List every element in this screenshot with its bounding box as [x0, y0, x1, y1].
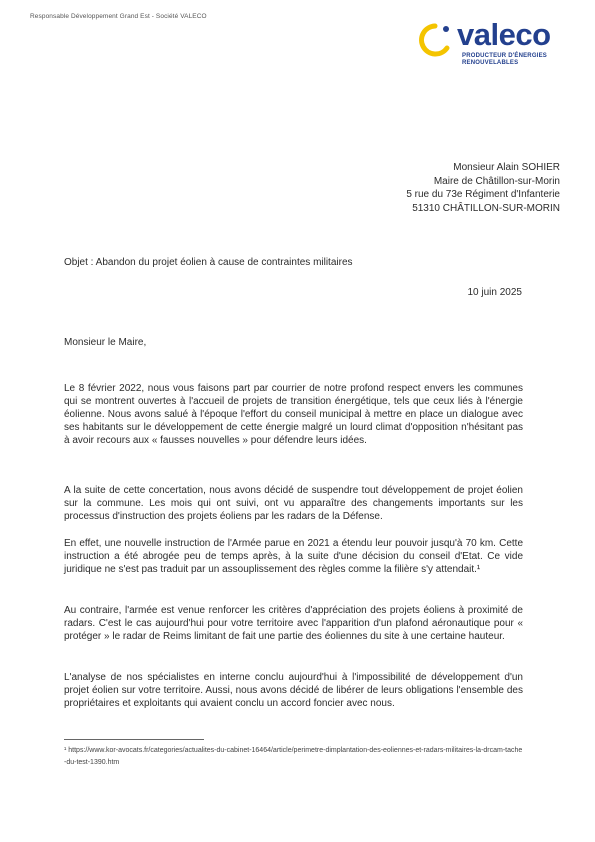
valeco-logo	[413, 16, 573, 76]
logo-tagline	[462, 53, 547, 67]
letter-date: 10 juin 2025	[467, 287, 522, 298]
letter-subject: Objet : Abandon du projet éolien à cause de contraintes militaires	[64, 257, 353, 268]
logo-tagline-line-2: RENOUVELABLES	[462, 60, 519, 66]
body-paragraph-3: En effet, une nouvelle instruction de l'Armée parue en 2021 a étendu leur pouvoir jusqu'à 70 km. Cette instruction a été abrogée peu de temps après, à la suite d'une décision du conseil d'Etat. Ce vide juridique ne s'est pas traduit par un assouplissement des règles comme la filière s'y attendait.¹	[64, 538, 523, 576]
footnote: ¹ https://www.kor-avocats.fr/categories/actualites-du-cabinet-16464/article/perimetre-dimplantation-des-eoliennes-et-radars-militaires-la-drcam-tache-du-test-1390.htm	[64, 747, 523, 766]
body-paragraph-1: Le 8 février 2022, nous vous faisons part par courrier de notre profond respect envers les communes qui se montrent ouvertes à l'accueil de projets de transition énergétique, tels que ceux liés à l'énergie éolienne. Nous avons salué à l'époque l'effort du conseil municipal à mettre en place un dialogue avec ses habitants sur le développement de cette énergie malgré un lourd climat d'opposition n'hésitant pas à avoir recours aux « fausses nouvelles » pour défendre leurs idées.	[64, 383, 523, 447]
body-paragraph-2: A la suite de cette concertation, nous avons décidé de suspendre tout développement de projet éolien sur la commune. Les mois qui ont suivi, ont vu apparaître des changements importants sur les processus d'instruction des projets éoliens par les radars de la Défense.	[64, 485, 523, 523]
logo-tagline-line-1: PRODUCTEUR D'ÉNERGIES	[462, 53, 547, 59]
recipient-address	[368, 161, 560, 215]
footnote-separator	[64, 739, 204, 740]
body-paragraph-4: Au contraire, l'armée est venue renforcer les critères d'appréciation des projets éoliens à proximité de radars. C'est le cas aujourd'hui pour votre territoire avec l'apparition d'un plafond aéronautique pour « protéger » le radar de Reims limitant de fait une partie des éoliennes du site à une certaine hauteur.	[64, 605, 523, 643]
salutation: Monsieur le Maire,	[64, 337, 147, 348]
body-paragraph-5: L'analyse de nos spécialistes en interne conclu aujourd'hui à l'impossibilité de développement d'un projet éolien sur votre territoire. Aussi, nous avons décidé de libérer de leurs obligations l'ensemble des propriétaires et exploitants qui avaient conclu un accord foncier avec nous.	[64, 672, 523, 710]
valeco-logo-mark-icon	[413, 20, 457, 58]
recipient-name: Monsieur Alain SOHIER	[453, 162, 560, 173]
sender-line: Responsable Développement Grand Est - Société VALECO	[30, 13, 207, 20]
recipient-office: Maire de Châtillon-sur-Morin	[433, 175, 560, 187]
logo-wordmark: valeco	[457, 17, 551, 52]
recipient-city: 51310 CHÂTILLON-SUR-MORIN	[412, 202, 560, 214]
recipient-street: 5 rue du 73e Régiment d'Infanterie	[406, 189, 560, 201]
